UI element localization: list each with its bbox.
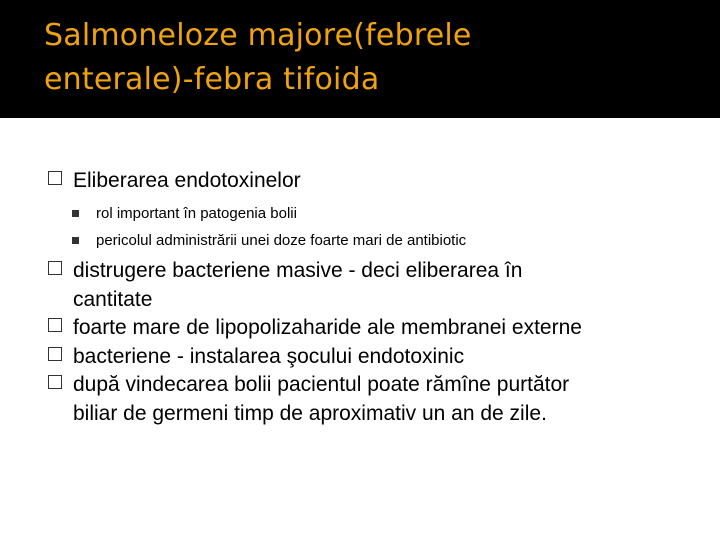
bullet-text: Eliberarea endotoxinelor [73, 169, 301, 192]
small-square-icon [72, 210, 79, 217]
square-outline-icon [48, 171, 62, 185]
slide-content [0, 118, 720, 540]
bullet-text-line: cantitate [73, 288, 153, 311]
bullet-text-line: distrugere bacteriene masive - deci eliberarea în [73, 259, 523, 282]
square-outline-icon [48, 375, 62, 389]
bullet-text [73, 370, 688, 428]
title-line: enterale)-febra tifoida [44, 62, 380, 97]
title-line: Salmoneloze majore(febrele [44, 18, 472, 53]
square-outline-icon [48, 318, 62, 332]
square-outline-icon [48, 261, 62, 275]
bullet-text: bacteriene - instalarea şocului endotoxinic [73, 345, 465, 368]
small-square-icon [72, 237, 79, 244]
bullet-text-line: biliar de germeni timp de aproximativ un an de zile. [73, 402, 547, 425]
sub-bullet-text: rol important în patogenia bolii [96, 205, 297, 222]
sub-bullet-text: pericolul administrării unei doze foarte mari de antibiotic [96, 232, 467, 249]
title-band [0, 0, 720, 118]
bullet-text [73, 256, 688, 314]
square-outline-icon [48, 347, 62, 361]
bullet-text: foarte mare de lipopolizaharide ale membranei externe [73, 316, 582, 339]
slide-title [44, 14, 694, 102]
bullet-text-line: după vindecarea bolii pacientul poate rămîne purtător [73, 373, 570, 396]
